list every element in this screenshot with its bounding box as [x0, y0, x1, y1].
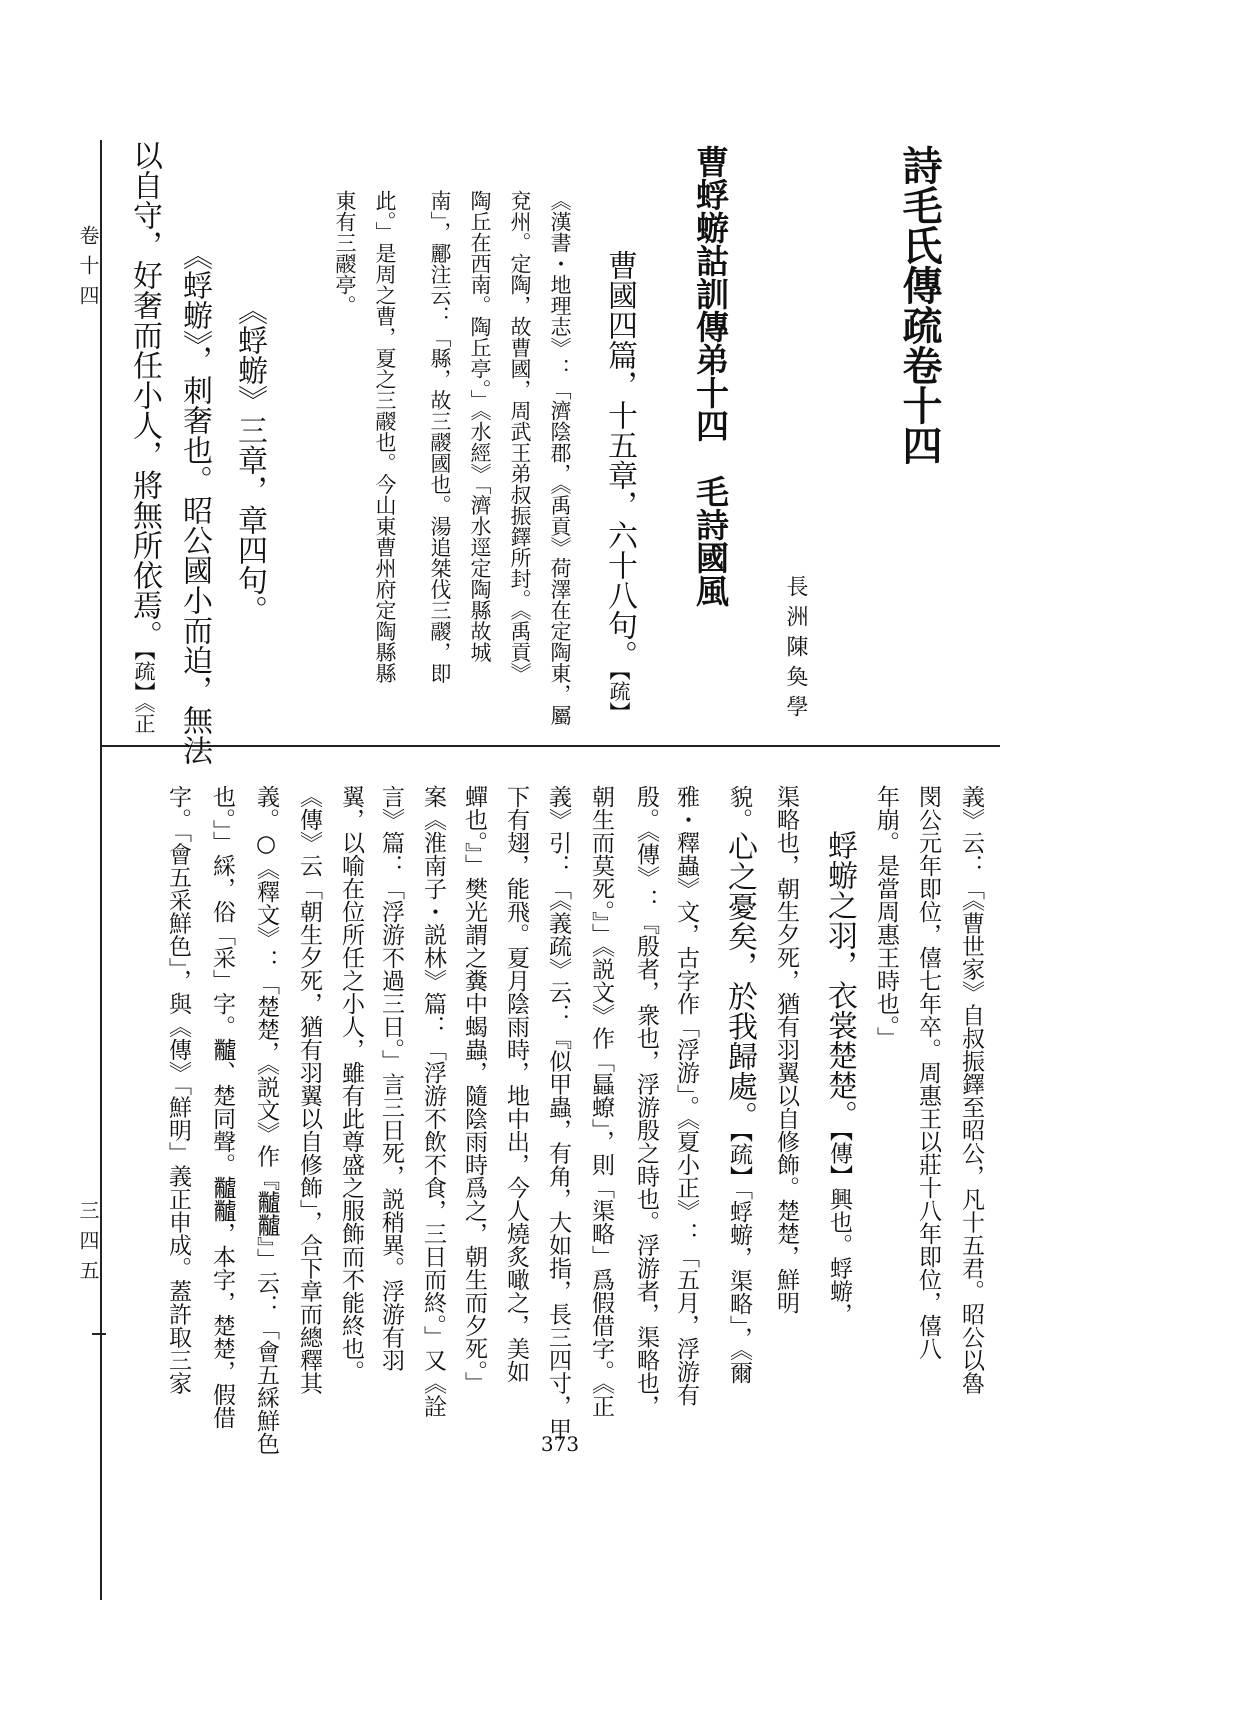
lower-column	[822, 830, 857, 1326]
upper-column	[784, 575, 806, 725]
commentary-text: 言》篇：「浮游不過三日。」言三日死，説稍異。浮游有羽	[378, 785, 404, 1372]
vertical-margin-rule	[100, 140, 102, 1600]
lower-column	[874, 785, 897, 1050]
commentary-text: 《漢書・地理志》：「濟陰郡，《禹貢》荷澤在定陶東，屬	[548, 190, 572, 726]
lower-column	[379, 785, 402, 1372]
margin-volume-label: 卷十四	[76, 225, 100, 315]
lower-column	[297, 785, 320, 1395]
commentary-text: 陶丘在西南。陶丘亭。」《水經》「濟水逕定陶縣故城	[468, 190, 492, 663]
lower-column	[504, 785, 527, 1383]
lower-column	[674, 785, 697, 1406]
lower-column	[916, 785, 939, 1360]
lower-column	[166, 785, 189, 1395]
commentary-text: 【疏】	[607, 670, 631, 723]
commentary-text: 下有翅，能飛。夏月陰雨時，地中出，今人燒炙噉之，美如	[503, 785, 529, 1383]
chapter-heading: 曹蜉蝣詁訓傳弟十四 毛詩國風	[691, 145, 730, 607]
lower-column	[634, 785, 657, 1418]
author-line: 長洲陳奐學	[783, 575, 808, 725]
commentary-text: 義。○《釋文》：「楚楚，《説文》作『𪓐𪓐』」云：「會五綵鮮色	[253, 785, 279, 1455]
book-title: 詩毛氏傳疏卷十四	[896, 145, 943, 465]
commentary-text: 【傳】興也。蜉蝣，	[826, 1130, 852, 1326]
lower-column	[546, 785, 569, 1441]
commentary-text: 朝生而莫死。』」《説文》作「螶蟟」，則「渠略」爲假借字。《正	[588, 785, 614, 1418]
upper-column	[469, 190, 490, 663]
lower-column	[722, 785, 757, 1384]
upper-column	[602, 250, 637, 723]
upper-column	[127, 140, 162, 734]
commentary-text: 年崩。是當周惠王時也。」	[873, 785, 899, 1050]
commentary-text: 貌。	[726, 785, 752, 831]
commentary-text: 渠略也，朝生夕死，猶有羽翼以自修飾。楚楚，鮮明	[773, 785, 799, 1314]
horizontal-divider	[100, 745, 1000, 747]
commentary-text: 《傳》云「朝生夕死，猶有羽翼以自修飾」，合下章而總釋其	[296, 785, 322, 1395]
margin-tick	[92, 1333, 106, 1335]
commentary-text: 此。」是周之曹，夏之三鬷也。今山東曹州府定陶縣縣	[373, 190, 397, 684]
commentary-text: 雅・釋蟲》文，古字作「浮游」。《夏小正》：「五月，浮游有	[673, 785, 699, 1406]
commentary-text: 蟬也。』」樊光謂之糞中蝎蟲，隨陰雨時爲之，朝生而夕死。」	[461, 785, 487, 1395]
lower-column	[589, 785, 612, 1418]
commentary-text: 義》引：「《義疏》云：『似甲蟲，有角，大如指，長三四寸，甲	[545, 785, 571, 1441]
main-text: 以自守，好奢而任小人，將無所依焉。	[127, 140, 162, 650]
upper-column	[177, 240, 212, 765]
upper-column	[429, 190, 450, 684]
commentary-text: 案《淮南子・説林》篇：「浮游不飲不食，三日而終。」又《詮	[420, 785, 446, 1418]
lower-column	[421, 785, 444, 1418]
margin-folio-number: 三四五	[76, 1200, 100, 1290]
lower-column	[959, 785, 982, 1395]
upper-column	[232, 295, 267, 625]
upper-column	[691, 145, 730, 607]
commentary-text: 【疏】《正	[132, 650, 156, 734]
commentary-text: 殷。《傳》：『殷者，衆也，浮游殷之時也。浮游者，渠略也，	[633, 785, 659, 1418]
upper-column	[896, 145, 943, 465]
main-text: 《蜉蝣》，刺奢也。昭公國小而迫，無法	[177, 240, 212, 765]
commentary-text: 義》云：「《曹世家》自叔振鐸至昭公，凡十五君。昭公以魯	[958, 785, 984, 1395]
lower-column	[254, 785, 277, 1455]
commentary-text: 【疏】「蜉蝣，渠略」，《爾	[726, 1131, 752, 1384]
commentary-text: 兗州。定陶，故曹國，周武王弟叔振鐸所封。《禹貢》	[508, 190, 532, 684]
page-number: 373	[540, 1432, 580, 1456]
commentary-text: 東有三鬷亭。	[333, 190, 357, 316]
upper-column	[374, 190, 395, 684]
upper-column	[509, 190, 530, 684]
lower-column	[774, 785, 797, 1314]
commentary-text: 閔公元年即位，僖七年卒。周惠王以莊十八年即位，僖八	[915, 785, 941, 1360]
commentary-text: 字。「會五采鮮色」，與《傳》「鮮明」義正申成。蓋許取三家	[165, 785, 191, 1395]
lower-column	[339, 785, 362, 1383]
commentary-text: 翼，以喻在位所任之小人，雖有此尊盛之服飾而不能終也。	[338, 785, 364, 1383]
lower-column	[210, 785, 233, 1429]
upper-column	[334, 190, 355, 316]
main-text: 曹國四篇，十五章，六十八句。	[602, 250, 637, 670]
main-text: 《蜉蝣》三章，章四句。	[232, 295, 267, 625]
main-text: 蜉蝣之羽，衣裳楚楚。	[822, 830, 857, 1130]
main-text: 心之憂矣，於我歸處。	[722, 831, 757, 1131]
commentary-text: 南」，酈注云：「縣，故三鬷國也。湯追桀伐三鬷，即	[428, 190, 452, 684]
upper-column	[549, 190, 570, 726]
lower-column	[462, 785, 485, 1395]
commentary-text: 也。」」綵，俗「采」字。𪓐、楚同聲。𪓐𪓐，本字，楚楚，假借	[209, 785, 235, 1429]
